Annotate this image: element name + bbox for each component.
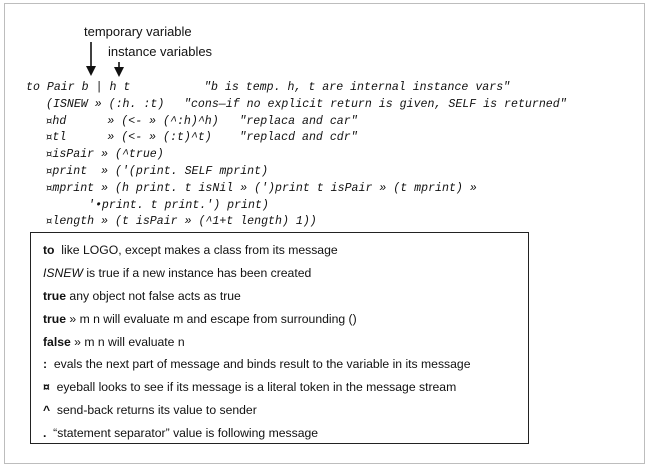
eyeball-icon: ¤ (46, 165, 53, 177)
code-line-9 (26, 214, 636, 231)
code-line-2-comment: "cons—if no explicit return is given, SELF is returned" (184, 97, 567, 111)
code-line-3-body: » (<- » (^:h)^h) (107, 114, 219, 128)
eyeball-icon: ¤ (43, 380, 50, 395)
temporary-variable-label: temporary variable (84, 24, 192, 39)
legend-desc: evals the next part of message and binds result to the variable in its message (53, 357, 471, 372)
code-line-3-name: hd (52, 114, 67, 128)
code-line-7 (26, 181, 636, 198)
code-line-6-text: print » ('(print. SELF mprint) (52, 164, 269, 178)
legend-term: true (43, 288, 67, 303)
code-listing (26, 80, 636, 231)
code-line-3 (26, 114, 636, 131)
code-line-4-comment: "replacd and cdr" (239, 131, 358, 145)
code-line-1 (26, 80, 636, 97)
code-line-1-comment: "b is temp. h, t are internal instance vars" (204, 81, 511, 94)
legend-term: to (43, 243, 55, 257)
code-line-9-text: length » (t isPair » (^1+t length) 1)) (52, 215, 317, 229)
legend-item-isnew (43, 262, 518, 285)
eyeball-icon: ¤ (46, 216, 53, 228)
legend-desc: » m n will evaluate m and escape from surrounding () (69, 311, 357, 326)
legend-desc: eyeball looks to see if its message is a literal token in the message stream (56, 380, 457, 395)
legend-item-to (43, 239, 518, 262)
eyeball-icon: ¤ (46, 132, 53, 144)
eyeball-icon: ¤ (46, 115, 53, 127)
eyeball-icon: ¤ (46, 182, 53, 194)
legend-desc: any object not false acts as true (69, 288, 241, 303)
code-line-8-text: '•print. t print.') print) (88, 198, 269, 212)
legend-item-true (43, 285, 518, 308)
legend-desc: » m n will evaluate n (74, 334, 185, 349)
code-line-2 (26, 97, 636, 114)
legend-desc: “statement separator” value is following message (53, 426, 319, 441)
legend-item-true-escape (43, 308, 518, 331)
legend-term: . (43, 426, 47, 441)
legend-item-eyeball (43, 376, 518, 399)
legend-item-colon (43, 353, 518, 376)
code-line-5-text: isPair » (^true) (52, 148, 164, 162)
legend-desc: is true if a new instance has been created (86, 265, 312, 280)
code-line-2-head: (ISNEW » (:h. :t) (46, 97, 165, 111)
code-line-4-name: tl (52, 131, 67, 145)
code-line-4-body: » (<- » (:t)^t) (107, 131, 212, 145)
legend-item-false (43, 331, 518, 354)
legend-term: ^ (43, 403, 51, 418)
legend-item-period (43, 422, 518, 445)
code-line-4 (26, 130, 636, 147)
code-line-6 (26, 164, 636, 181)
code-line-5 (26, 147, 636, 164)
instance-variables-arrow (114, 62, 124, 77)
legend-term: : (43, 357, 48, 372)
legend-desc: send-back returns its value to sender (56, 403, 257, 418)
code-line-7-text: mprint » (h print. t isNil » (')print t isPair » (t mprint) » (52, 181, 477, 195)
code-line-1-head: to Pair b | h t (26, 81, 131, 94)
instance-variables-label: instance variables (108, 44, 213, 59)
legend-box (30, 232, 529, 444)
code-line-3-comment: "replaca and car" (239, 114, 358, 128)
legend-item-caret (43, 399, 518, 422)
legend-term: ISNEW (43, 265, 83, 280)
legend-desc: like LOGO, except makes a class from its message (61, 243, 338, 257)
code-line-8 (26, 198, 636, 215)
legend-term: false (43, 334, 71, 349)
legend-term: true (43, 311, 67, 326)
temporary-variable-arrow (86, 42, 96, 76)
eyeball-icon: ¤ (46, 149, 53, 161)
